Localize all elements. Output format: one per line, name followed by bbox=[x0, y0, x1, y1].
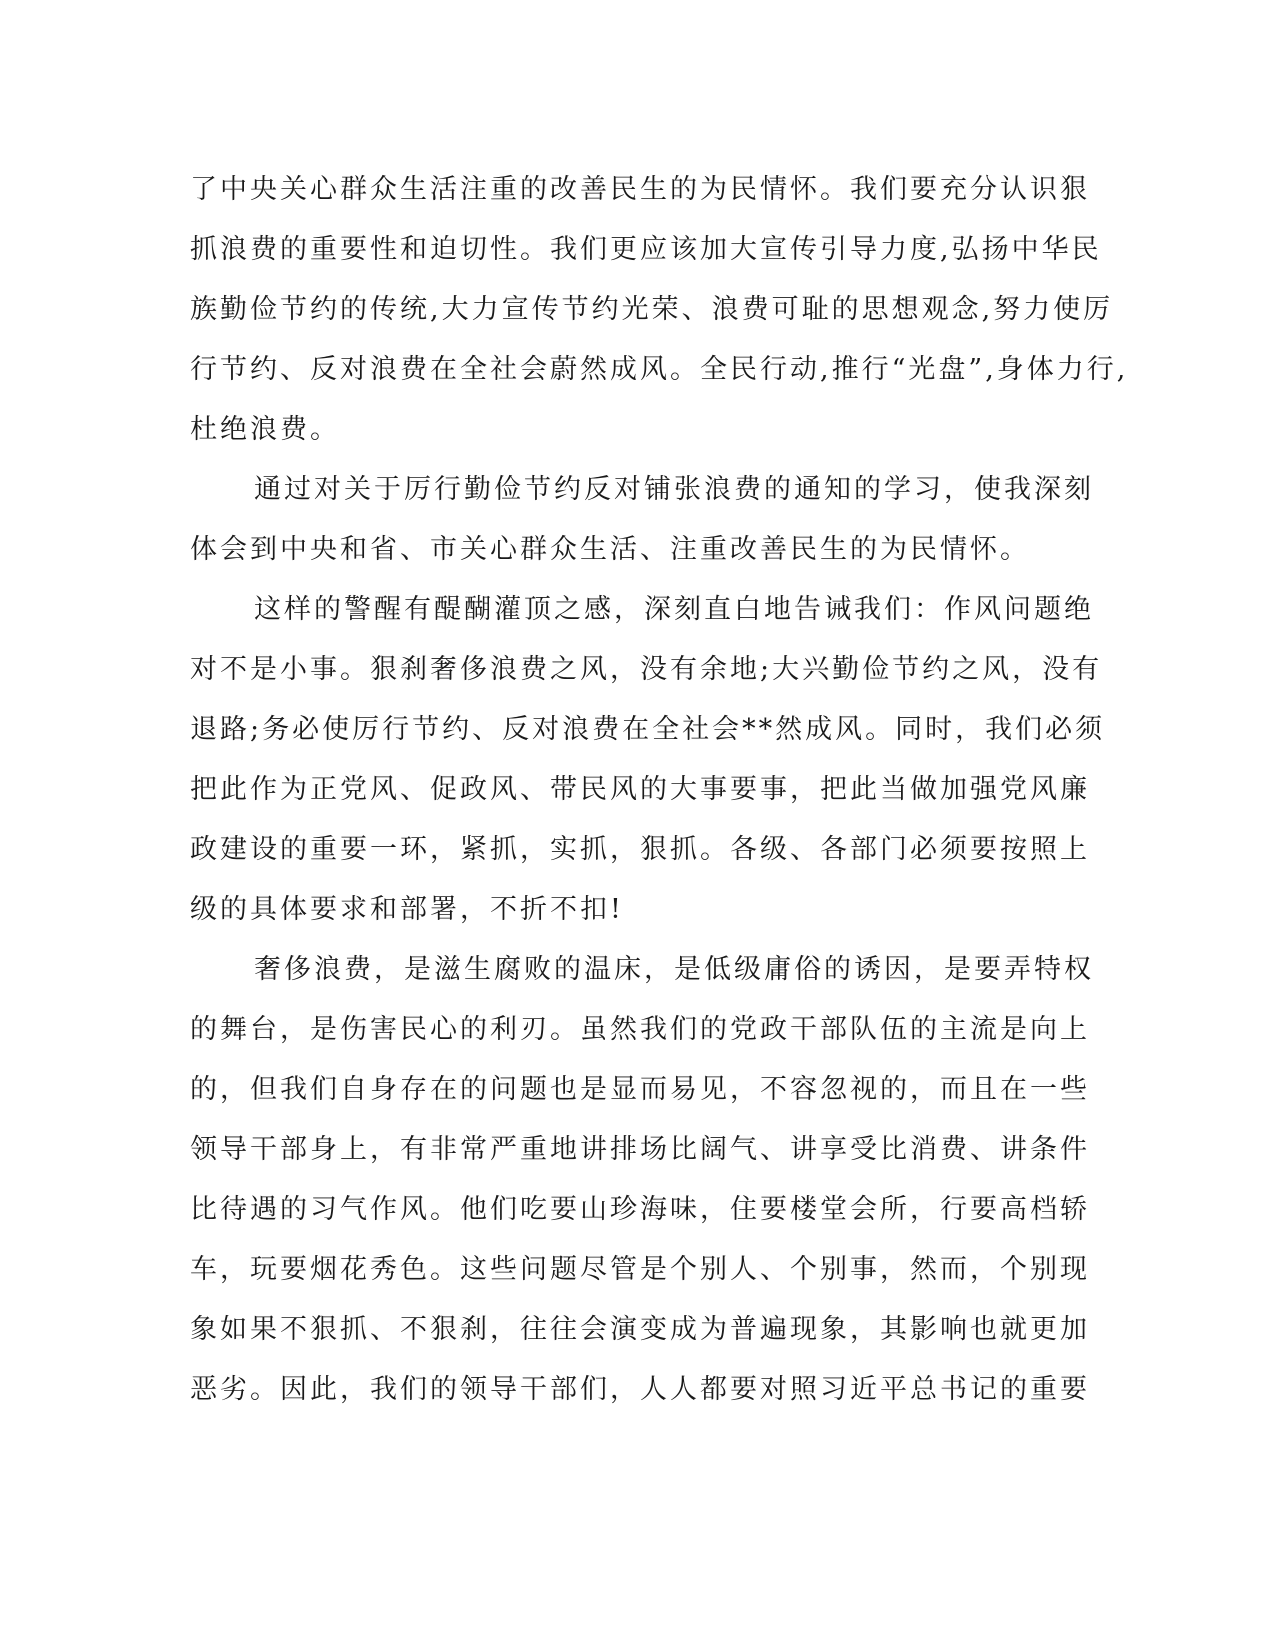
text-line: 体会到中央和省、市关心群众生活、注重改善民生的为民情怀。 bbox=[190, 534, 1030, 565]
text-line: 领导干部身上，有非常严重地讲排场比阔气、讲享受比消费、讲条件 bbox=[190, 1134, 1090, 1165]
text-line: 比待遇的习气作风。他们吃要山珍海味，住要楼堂会所，行要高档轿 bbox=[190, 1194, 1090, 1225]
text-line: 退路;务必使厉行节约、反对浪费在全社会**然成风。同时，我们必须 bbox=[190, 714, 1106, 745]
text-line: 象如果不狠抓、不狠刹，往往会演变成为普遍现象，其影响也就更加 bbox=[190, 1314, 1090, 1345]
text-line: 的舞台，是伤害民心的利刃。虽然我们的党政干部队伍的主流是向上 bbox=[190, 1014, 1090, 1045]
text-line: 车，玩要烟花秀色。这些问题尽管是个别人、个别事，然而，个别现 bbox=[190, 1254, 1090, 1285]
body-text bbox=[190, 160, 1129, 1420]
text-line: 政建设的重要一环，紧抓，实抓，狠抓。各级、各部门必须要按照上 bbox=[190, 834, 1090, 865]
text-line: 杜绝浪费。 bbox=[190, 414, 340, 445]
text-line: 了中央关心群众生活注重的改善民生的为民情怀。我们要充分认识狠 bbox=[190, 174, 1090, 205]
text-line: 恶劣。因此，我们的领导干部们，人人都要对照习近平总书记的重要 bbox=[190, 1374, 1090, 1405]
text-line: 级的具体要求和部署，不折不扣! bbox=[190, 894, 624, 925]
text-line: 族勤俭节约的传统,大力宣传节约光荣、浪费可耻的思想观念,努力使厉 bbox=[190, 294, 1114, 325]
text-line: 通过对关于厉行勤俭节约反对铺张浪费的通知的学习，使我深刻 bbox=[254, 474, 1094, 505]
text-line: 把此作为正党风、促政风、带民风的大事要事，把此当做加强党风廉 bbox=[190, 774, 1090, 805]
text-line: 对不是小事。狠刹奢侈浪费之风，没有余地;大兴勤俭节约之风，没有 bbox=[190, 654, 1103, 685]
text-line: 行节约、反对浪费在全社会蔚然成风。全民行动,推行“光盘”,身体力行, bbox=[190, 354, 1129, 385]
text-line: 奢侈浪费，是滋生腐败的温床，是低级庸俗的诱因，是要弄特权 bbox=[254, 954, 1094, 985]
text-line: 这样的警醒有醍醐灌顶之感，深刻直白地告诫我们：作风问题绝 bbox=[254, 594, 1094, 625]
text-line: 抓浪费的重要性和迫切性。我们更应该加大宣传引导力度,弘扬中华民 bbox=[190, 234, 1102, 265]
text-line: 的，但我们自身存在的问题也是显而易见，不容忽视的，而且在一些 bbox=[190, 1074, 1090, 1105]
